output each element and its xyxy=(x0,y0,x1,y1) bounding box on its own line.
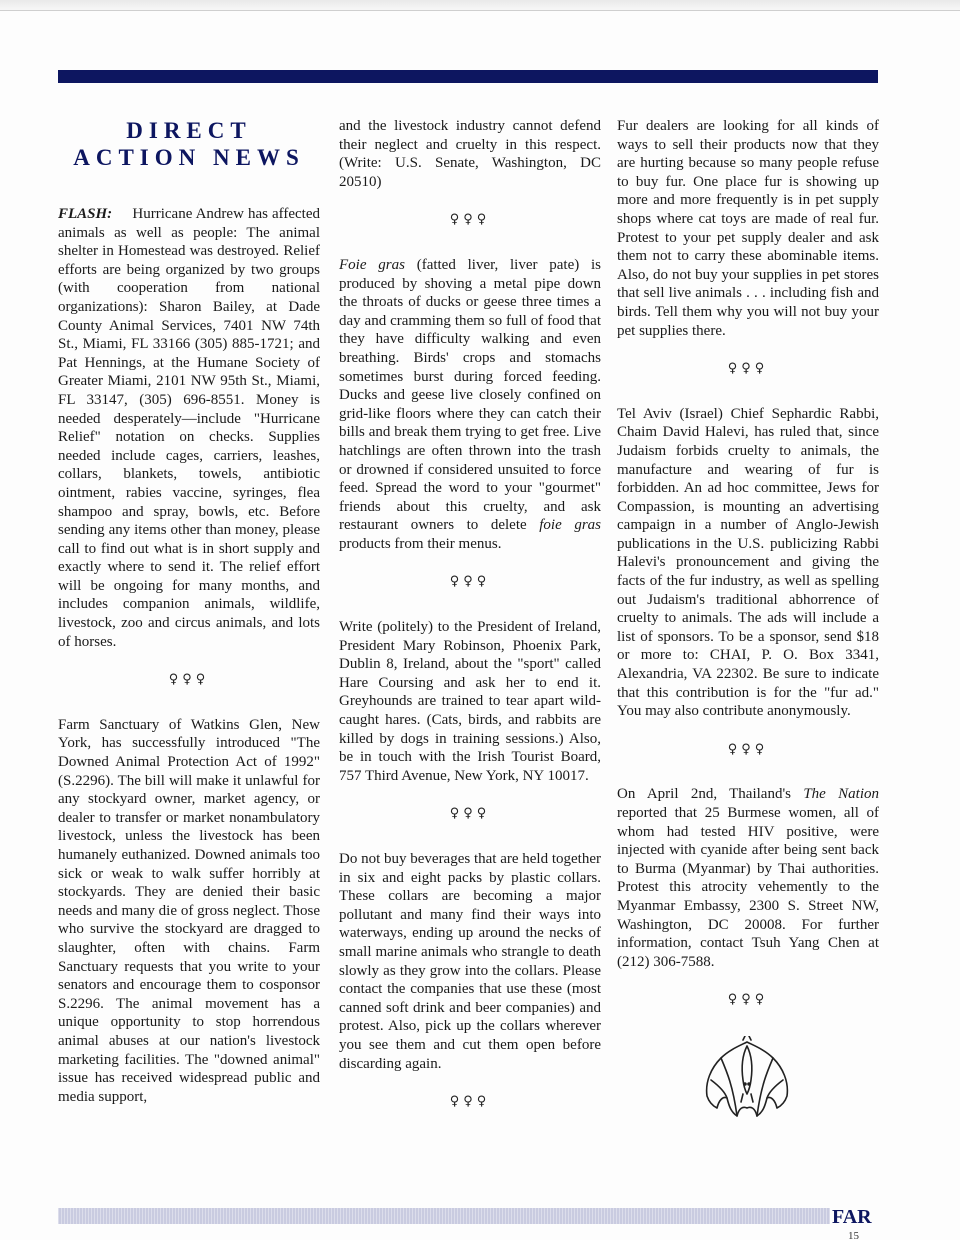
scan-edge xyxy=(0,0,960,11)
article-fur-pet-supplies: Fur dealers are looking for all kinds of ways to sell their products now that they are hurting because so many people refuse to buy fur. One place fur is showing up more and more frequently is in pet supply shops where cat toys are made of real fur. Protest to your pet supply dealer and ask them not to carry these abominable items. Also, do not buy your supplies in pet stores that sell live animals . . . including fish and birds. Tell them why you will not buy your pet supplies there. xyxy=(617,118,879,339)
column-1 xyxy=(58,117,320,1106)
article-burmese-women xyxy=(617,785,879,971)
article-hare-coursing: Write (politely) to the President of Ireland, President Mary Robinson, Phoenix Park, Dublin 8, Ireland, about the "sport" called Hare Coursing and ask her to end it. Greyhounds are trained to tear apart wild-caught hares. (Cats, birds, and rabbits are killed by dogs in training sessions.) Also, be in touch with the Irish Tourist Board, 757 Third Avenue, New York, NY 10017. xyxy=(339,619,601,784)
footer-bar xyxy=(58,1208,830,1224)
section-separator: ♀♀♀ xyxy=(727,361,769,377)
column-3 xyxy=(617,117,879,1122)
the-nation-title: The Nation xyxy=(803,786,879,803)
foie-gras-text-end: products from their menus. xyxy=(339,535,502,552)
top-rule xyxy=(58,70,878,83)
article-foie-gras xyxy=(339,256,601,554)
flash-label: FLASH: xyxy=(58,206,113,222)
hanging-bat-icon xyxy=(699,1036,795,1122)
page-number: 15 xyxy=(848,1232,859,1240)
section-separator: ♀♀♀ xyxy=(449,212,491,228)
column-2 xyxy=(339,117,601,1138)
foie-gras-term: Foie gras xyxy=(339,256,405,273)
burma-text: reported that 25 Burmese women, all of whom had tested HIV positive, were injected with cyanide after being sent back to Burma (Myanmar) by Thai authorities. Protest this atrocity vehemently to the Myanmar Embassy, 2300 S. Street NW, Washington, DC 20008. For further information, contact Tsuh Yang Chen at (212) 306-7588. xyxy=(617,805,879,970)
foie-gras-term-2: foie gras xyxy=(539,517,601,534)
article-rabbi-fur-ruling: Tel Aviv (Israel) Chief Sephardic Rabbi, Chaim David Halevi, has ruled that, since Judaism forbids cruelty to animals, the manufacture and wearing of fur is forbidden. An ad hoc committee, Jews for Compassion, is mounting an advertising campaign in a number of Anglo-Jewish publications in the U.S. publicizing Rabbi Halevi's pronouncement and giving the facts of the fur industry, as well as spelling out Judaism's traditional abhorrence of cruelty to animals. The ads will include a list of sponsors. To be a sponsor, send $18 or more to: CHAI, P. O. Box 3341, Alexandria, VA 22302. Be sure to indicate that this contribution is for the "fur ad." You may also contribute anonymously. xyxy=(617,405,879,720)
footer-publication-name: FAR xyxy=(832,1206,872,1228)
hurricane-text: Hurricane Andrew has affected animals as well as people: The animal shelter in Homestead was destroyed. Relief efforts are being organized by two groups (with cooperation from national organizations): Sharon Bailey, at Dade County Animal Services, 7401 NW 74th St., Miami, FL 33166 (305) 885-1721; and Pat Hennings, at the Humane Society of Greater Miami, 2101 NW 95th St., Miami, FL 33147, (305) 696-8551. Money is needed desperately—include "Hurricane Relief" notation on checks. Supplies needed include cages, carriers, leashes, collars, blankets, towels, antibiotic ointment, rabies vaccine, syringes, flea shampoo and spray, bowls, etc. Before sending any items other than money, please call to find out what is in short supply and exactly where to send it. The relief effort will be ongoing for many months, and includes companion animals, wildlife, livestock, zoo and circus animals, and lots of horses. xyxy=(58,206,321,650)
article-plastic-collars: Do not buy beverages that are held together in six and eight packs by plastic collars. These collars are becoming a major pollutant and many find their ways into waterways, ending up around the necks of small marine animals who strangle to death slowly as they grow into the collars. Please contact the companies that use these (most canned soft drink and beer companies) and protest. Also, pick up the collars wherever you see them and cut them open before discarding again. xyxy=(339,851,601,1072)
section-separator: ♀♀♀ xyxy=(449,574,491,590)
article-hurricane-relief xyxy=(58,205,320,651)
section-separator: ♀♀♀ xyxy=(727,992,769,1008)
section-separator: ♀♀♀ xyxy=(449,806,491,822)
foie-gras-text: (fatted liver, liver pate) is produced by shoving a metal pipe down the throats of ducks or geese three times a day and cramming them so full of food that they have difficulty walking and even breathing. Birds' crops and stomachs sometimes burst during forced feeding. Ducks and geese live closely confined on grid-like floors where they can catch their bills and break them trying to get free. Live hatchlings are often thrown into the trash or drowned if considered unsuited to force feed. Spread the word to your "gourmet" friends about this cruelty, and ask restaurant owners to delete xyxy=(339,256,602,534)
section-separator: ♀♀♀ xyxy=(168,672,210,688)
burma-text-start: On April 2nd, Thailand's xyxy=(617,786,804,803)
section-separator: ♀♀♀ xyxy=(727,741,769,757)
page-headline: DIRECT ACTION NEWS xyxy=(73,118,305,170)
article-farm-sanctuary: Farm Sanctuary of Watkins Glen, New York, has successfully introduced "The Downed Animal Protection Act of 1992" (S.2296). The bill will make it unlawful for any stockyard owner, market agency, or dealer to transfer or market nonambulatory livestock, unless the livestock has been humanely euthanized. Downed animals too sick or weak to walk suffer horribly at stockyards. They are denied their basic needs and many die of gross neglect. Those who survive the stockyard are dragged to slaughter, often with chains. Farm Sanctuary requests that you write to your senators and encourage them to cosponsor S.2296. The animal movement has a unique opportunity to stop horrendous animal abuses at our nation's livestock marketing facilities. The "downed animal" issue has received widespread public and media support, xyxy=(58,716,320,1105)
article-senate-continued: and the livestock industry cannot defend their neglect and cruelty in this respect. (Write: U.S. Senate, Washington, DC 20510) xyxy=(339,118,601,190)
section-separator: ♀♀♀ xyxy=(449,1094,491,1110)
